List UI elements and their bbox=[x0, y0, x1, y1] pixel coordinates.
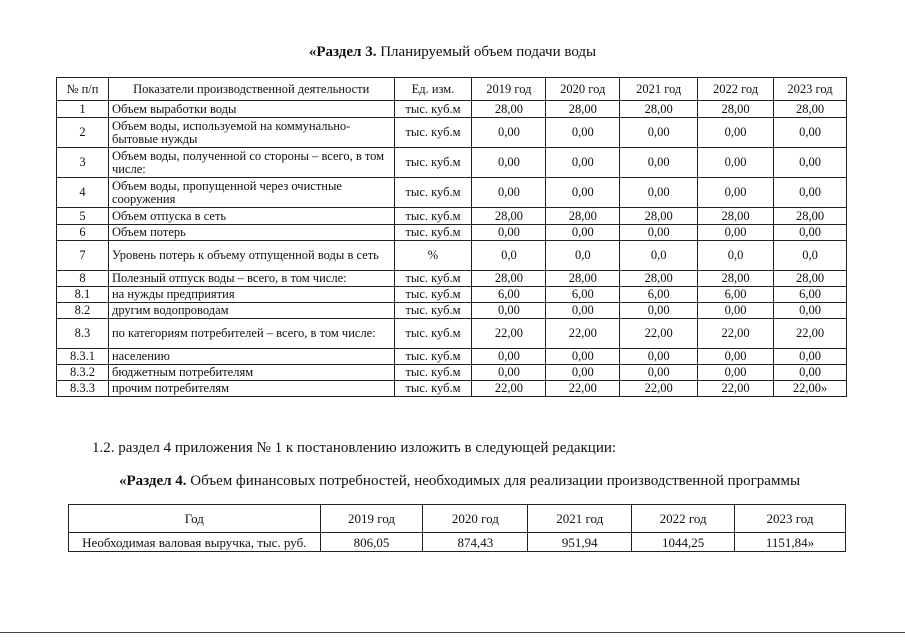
unit-cell: тыс. куб.м bbox=[394, 349, 472, 365]
row-number: 4 bbox=[57, 178, 109, 208]
value-cell: 28,00 bbox=[472, 101, 546, 118]
header-cell: № п/п bbox=[57, 78, 109, 101]
header-cell: 2022 год bbox=[698, 78, 774, 101]
value-cell: 806,05 bbox=[320, 533, 423, 552]
table-row bbox=[69, 533, 846, 552]
value-cell: 28,00 bbox=[774, 208, 847, 225]
row-number: 8.3.3 bbox=[57, 381, 109, 397]
indicator-name: прочим потребителям bbox=[108, 381, 394, 397]
value-cell: 28,00 bbox=[620, 208, 698, 225]
page-edge-line bbox=[0, 632, 905, 633]
value-cell: 0,00 bbox=[774, 303, 847, 319]
row-number: 8.2 bbox=[57, 303, 109, 319]
value-cell: 0,00 bbox=[472, 178, 546, 208]
row-number: 6 bbox=[57, 225, 109, 241]
value-cell: 0,00 bbox=[620, 365, 698, 381]
value-cell: 951,94 bbox=[528, 533, 632, 552]
water-supply-table bbox=[56, 77, 847, 397]
value-cell: 0,00 bbox=[472, 225, 546, 241]
value-cell: 1151,84» bbox=[735, 533, 846, 552]
header-cell: 2023 год bbox=[774, 78, 847, 101]
indicator-name: бюджетным потребителям bbox=[108, 365, 394, 381]
value-cell: 0,00 bbox=[698, 178, 774, 208]
row-label: Необходимая валовая выручка, тыс. руб. bbox=[69, 533, 321, 552]
value-cell: 22,00» bbox=[774, 381, 847, 397]
value-cell: 0,00 bbox=[472, 365, 546, 381]
indicator-name: Объем воды, полученной со стороны – всего, в том числе: bbox=[108, 148, 394, 178]
value-cell: 1044,25 bbox=[632, 533, 735, 552]
value-cell: 0,00 bbox=[698, 225, 774, 241]
unit-cell: тыс. куб.м bbox=[394, 303, 472, 319]
value-cell: 6,00 bbox=[620, 287, 698, 303]
value-cell: 0,00 bbox=[620, 349, 698, 365]
indicator-name: Уровень потерь к объему отпущенной воды в сеть bbox=[108, 241, 394, 271]
value-cell: 0,00 bbox=[472, 349, 546, 365]
table-row bbox=[57, 271, 847, 287]
value-cell: 22,00 bbox=[620, 319, 698, 349]
value-cell: 22,00 bbox=[472, 319, 546, 349]
value-cell: 0,00 bbox=[546, 225, 620, 241]
value-cell: 0,0 bbox=[774, 241, 847, 271]
amendment-paragraph: 1.2. раздел 4 приложения № 1 к постановлению изложить в следующей редакции: bbox=[92, 440, 617, 456]
indicator-name: Объем потерь bbox=[108, 225, 394, 241]
row-number: 8.1 bbox=[57, 287, 109, 303]
unit-cell: тыс. куб.м bbox=[394, 178, 472, 208]
value-cell: 0,0 bbox=[472, 241, 546, 271]
unit-cell: тыс. куб.м bbox=[394, 101, 472, 118]
value-cell: 0,00 bbox=[546, 365, 620, 381]
table-row bbox=[57, 319, 847, 349]
value-cell: 22,00 bbox=[774, 319, 847, 349]
indicator-name: Объем выработки воды bbox=[108, 101, 394, 118]
header-cell: 2022 год bbox=[632, 505, 735, 533]
table-row bbox=[57, 118, 847, 148]
value-cell: 0,00 bbox=[774, 365, 847, 381]
value-cell: 0,0 bbox=[546, 241, 620, 271]
header-cell: Показатели производственной деятельности bbox=[108, 78, 394, 101]
table-header-row bbox=[69, 505, 846, 533]
value-cell: 28,00 bbox=[546, 101, 620, 118]
value-cell: 28,00 bbox=[620, 271, 698, 287]
table-row bbox=[57, 225, 847, 241]
section3-title: «Раздел 3. Планируемый объем подачи воды bbox=[308, 44, 597, 60]
header-cell: 2021 год bbox=[528, 505, 632, 533]
value-cell: 0,00 bbox=[546, 148, 620, 178]
header-cell: 2021 год bbox=[620, 78, 698, 101]
value-cell: 0,00 bbox=[620, 118, 698, 148]
unit-cell: тыс. куб.м bbox=[394, 118, 472, 148]
value-cell: 28,00 bbox=[774, 271, 847, 287]
table-row bbox=[57, 178, 847, 208]
value-cell: 22,00 bbox=[472, 381, 546, 397]
value-cell: 0,00 bbox=[774, 178, 847, 208]
value-cell: 6,00 bbox=[698, 287, 774, 303]
table-row bbox=[57, 287, 847, 303]
value-cell: 0,00 bbox=[546, 178, 620, 208]
value-cell: 874,43 bbox=[423, 533, 528, 552]
value-cell: 28,00 bbox=[698, 271, 774, 287]
unit-cell: тыс. куб.м bbox=[394, 208, 472, 225]
header-cell: 2023 год bbox=[735, 505, 846, 533]
header-cell: 2019 год bbox=[472, 78, 546, 101]
value-cell: 28,00 bbox=[472, 208, 546, 225]
value-cell: 0,00 bbox=[698, 349, 774, 365]
value-cell: 28,00 bbox=[546, 271, 620, 287]
indicator-name: Объем отпуска в сеть bbox=[108, 208, 394, 225]
value-cell: 0,00 bbox=[620, 303, 698, 319]
indicator-name: Объем воды, используемой на коммунально-бытовые нужды bbox=[108, 118, 394, 148]
header-cell: 2020 год bbox=[546, 78, 620, 101]
value-cell: 0,00 bbox=[698, 118, 774, 148]
value-cell: 0,00 bbox=[546, 303, 620, 319]
table-row bbox=[57, 349, 847, 365]
unit-cell: тыс. куб.м bbox=[394, 225, 472, 241]
row-number: 7 bbox=[57, 241, 109, 271]
value-cell: 0,00 bbox=[472, 303, 546, 319]
row-number: 3 bbox=[57, 148, 109, 178]
value-cell: 0,00 bbox=[698, 148, 774, 178]
indicator-name: другим водопроводам bbox=[108, 303, 394, 319]
value-cell: 22,00 bbox=[546, 319, 620, 349]
table-row bbox=[57, 148, 847, 178]
value-cell: 0,00 bbox=[620, 148, 698, 178]
row-number: 8.3 bbox=[57, 319, 109, 349]
table-row bbox=[57, 208, 847, 225]
value-cell: 22,00 bbox=[620, 381, 698, 397]
value-cell: 28,00 bbox=[774, 101, 847, 118]
value-cell: 0,00 bbox=[546, 118, 620, 148]
value-cell: 28,00 bbox=[546, 208, 620, 225]
indicator-name: по категориям потребителей – всего, в том числе: bbox=[108, 319, 394, 349]
unit-cell: тыс. куб.м bbox=[394, 319, 472, 349]
header-cell: 2019 год bbox=[320, 505, 423, 533]
value-cell: 22,00 bbox=[698, 319, 774, 349]
value-cell: 22,00 bbox=[546, 381, 620, 397]
table-row bbox=[57, 241, 847, 271]
value-cell: 28,00 bbox=[698, 101, 774, 118]
header-cell: Ед. изм. bbox=[394, 78, 472, 101]
value-cell: 0,00 bbox=[698, 365, 774, 381]
value-cell: 0,00 bbox=[774, 118, 847, 148]
value-cell: 28,00 bbox=[620, 101, 698, 118]
value-cell: 0,00 bbox=[774, 225, 847, 241]
value-cell: 0,0 bbox=[698, 241, 774, 271]
table-row bbox=[57, 365, 847, 381]
row-number: 8.3.2 bbox=[57, 365, 109, 381]
indicator-name: на нужды предприятия bbox=[108, 287, 394, 303]
row-number: 8.3.1 bbox=[57, 349, 109, 365]
unit-cell: тыс. куб.м bbox=[394, 287, 472, 303]
indicator-name: Объем воды, пропущенной через очистные сооружения bbox=[108, 178, 394, 208]
value-cell: 0,00 bbox=[698, 303, 774, 319]
indicator-name: населению bbox=[108, 349, 394, 365]
value-cell: 0,00 bbox=[546, 349, 620, 365]
value-cell: 22,00 bbox=[698, 381, 774, 397]
value-cell: 6,00 bbox=[472, 287, 546, 303]
value-cell: 28,00 bbox=[472, 271, 546, 287]
value-cell: 0,0 bbox=[620, 241, 698, 271]
unit-cell: тыс. куб.м bbox=[394, 148, 472, 178]
indicator-name: Полезный отпуск воды – всего, в том числе: bbox=[108, 271, 394, 287]
value-cell: 0,00 bbox=[620, 225, 698, 241]
revenue-table bbox=[68, 504, 846, 552]
value-cell: 0,00 bbox=[774, 148, 847, 178]
row-number: 1 bbox=[57, 101, 109, 118]
section4-title: «Раздел 4. Объем финансовых потребностей, необходимых для реализации производственной программы bbox=[118, 473, 801, 489]
value-cell: 0,00 bbox=[472, 148, 546, 178]
table-row bbox=[57, 303, 847, 319]
unit-cell: % bbox=[394, 241, 472, 271]
value-cell: 6,00 bbox=[774, 287, 847, 303]
value-cell: 0,00 bbox=[620, 178, 698, 208]
header-cell: Год bbox=[69, 505, 321, 533]
value-cell: 6,00 bbox=[546, 287, 620, 303]
value-cell: 0,00 bbox=[472, 118, 546, 148]
unit-cell: тыс. куб.м bbox=[394, 365, 472, 381]
header-cell: 2020 год bbox=[423, 505, 528, 533]
row-number: 2 bbox=[57, 118, 109, 148]
unit-cell: тыс. куб.м bbox=[394, 381, 472, 397]
unit-cell: тыс. куб.м bbox=[394, 271, 472, 287]
table-row bbox=[57, 381, 847, 397]
value-cell: 0,00 bbox=[774, 349, 847, 365]
table-row bbox=[57, 101, 847, 118]
row-number: 5 bbox=[57, 208, 109, 225]
value-cell: 28,00 bbox=[698, 208, 774, 225]
table-header-row bbox=[57, 78, 847, 101]
row-number: 8 bbox=[57, 271, 109, 287]
